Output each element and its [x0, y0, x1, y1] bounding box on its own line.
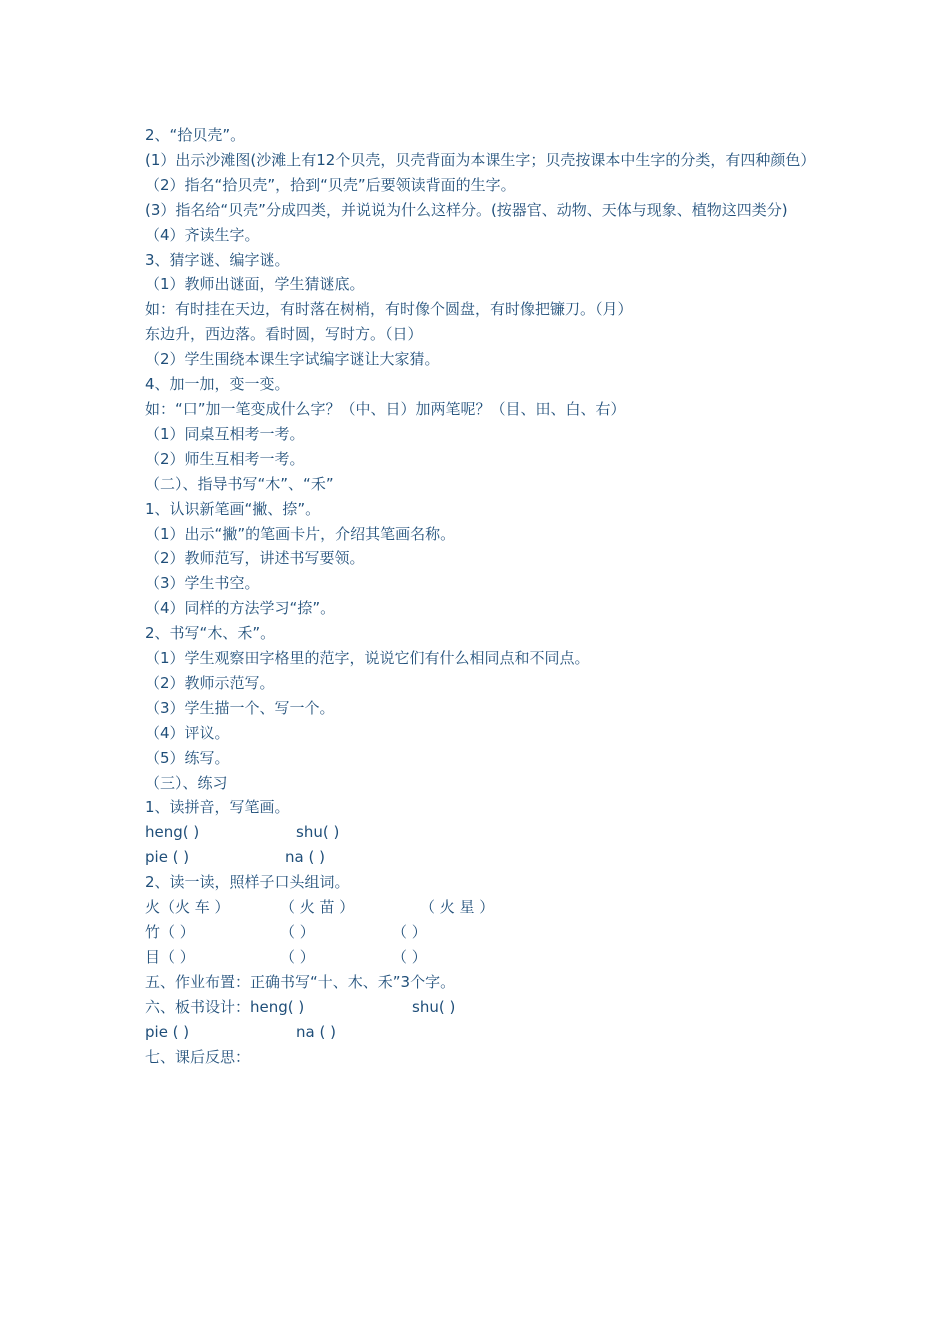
text-line: （4）齐读生字。: [145, 225, 260, 244]
text-line: （三）、练习: [145, 773, 228, 792]
text-line: 东边升，西边落。看时圆，写时方。（日）: [145, 325, 423, 344]
word-cell: 目（ ）: [145, 947, 195, 966]
word-cell: （ ）: [392, 947, 427, 966]
board-design-label: 六、板书设计：heng( ): [145, 997, 305, 1016]
pinyin-pie: pie ( ): [145, 1022, 190, 1041]
word-cell: （ ）: [392, 923, 427, 941]
text-line: （1）教师出谜面，学生猜谜底。: [145, 275, 365, 294]
board-design-row: [145, 995, 815, 1020]
pinyin-shu: shu( ): [412, 997, 456, 1016]
word-cell: 火（火 车 ）: [145, 898, 230, 917]
text-line: （2）教师范写，讲述书写要领。: [145, 549, 365, 568]
text-line: （2）指名“拾贝壳”，拾到“贝壳”后要领读背面的生字。: [145, 175, 516, 194]
text-line: 4、加一加，变一变。: [145, 375, 290, 394]
word-cell: （ ）: [280, 923, 315, 941]
text-line: （2）师生互相考一考。: [145, 449, 305, 468]
pinyin-pie: pie ( ): [145, 848, 190, 867]
text-line: 如：“口”加一笔变成什么字？（中、日）加两笔呢？（目、田、白、右）: [145, 399, 626, 418]
pinyin-row: [145, 820, 815, 845]
word-cell: （ 火 苗 ）: [280, 898, 355, 917]
text-line: (1）出示沙滩图(沙滩上有12个贝壳，贝壳背面为本课生字；贝壳按课本中生字的分类，有四种颜色）: [145, 150, 816, 169]
text-line: （3）学生描一个、写一个。: [145, 698, 335, 717]
text-line: （4）评议。: [145, 723, 230, 742]
word-cell: （ ）: [280, 947, 315, 966]
pinyin-na: na ( ): [296, 1022, 336, 1041]
text-line: 七、课后反思：: [145, 1047, 251, 1066]
text-line: （2）学生围绕本课生字试编字谜让大家猜。: [145, 350, 440, 369]
text-line: (3）指名给“贝壳”分成四类，并说说为什么这样分。(按器官、动物、天体与现象、植物这四类分): [145, 200, 788, 219]
text-line: （5）练写。: [145, 748, 230, 767]
pinyin-heng: heng( ): [145, 823, 200, 842]
pinyin-na: na ( ): [285, 848, 325, 867]
text-line: 2、书写“木、禾”。: [145, 624, 276, 643]
text-line: 3、猜字谜、编字谜。: [145, 250, 290, 269]
text-line: 1、读拼音，写笔画。: [145, 798, 290, 817]
text-line: （2）教师示范写。: [145, 673, 275, 692]
text-line: 1、认识新笔画“撇、捺”。: [145, 499, 321, 518]
pinyin-row: [145, 845, 815, 870]
word-row: [145, 895, 815, 920]
word-cell: 竹（ ）: [145, 923, 195, 941]
text-line: 五、作业布置：正确书写“十、木、禾”3个字。: [145, 972, 456, 991]
word-cell: （ 火 星 ）: [420, 898, 495, 917]
text-line: 2、读一读，照样子口头组词。: [145, 873, 350, 892]
pinyin-row: [145, 1020, 815, 1045]
text-line: （3）学生书空。: [145, 574, 260, 593]
text-line: （1）出示“撇”的笔画卡片，介绍其笔画名称。: [145, 524, 456, 543]
text-line: （二）、指导书写“木”、“禾”: [145, 474, 334, 493]
word-row: [145, 920, 815, 945]
text-line: （4）同样的方法学习“捺”。: [145, 599, 336, 618]
pinyin-shu: shu( ): [296, 823, 340, 842]
document-body: [145, 123, 815, 1069]
text-line: （1）学生观察田字格里的范字，说说它们有什么相同点和不同点。: [145, 649, 590, 668]
text-line: 如：有时挂在天边，有时落在树梢，有时像个圆盘，有时像把镰刀。（月）: [145, 300, 633, 319]
word-row: [145, 945, 815, 970]
text-line: 2、“拾贝壳”。: [145, 126, 246, 144]
text-line: （1）同桌互相考一考。: [145, 424, 305, 443]
